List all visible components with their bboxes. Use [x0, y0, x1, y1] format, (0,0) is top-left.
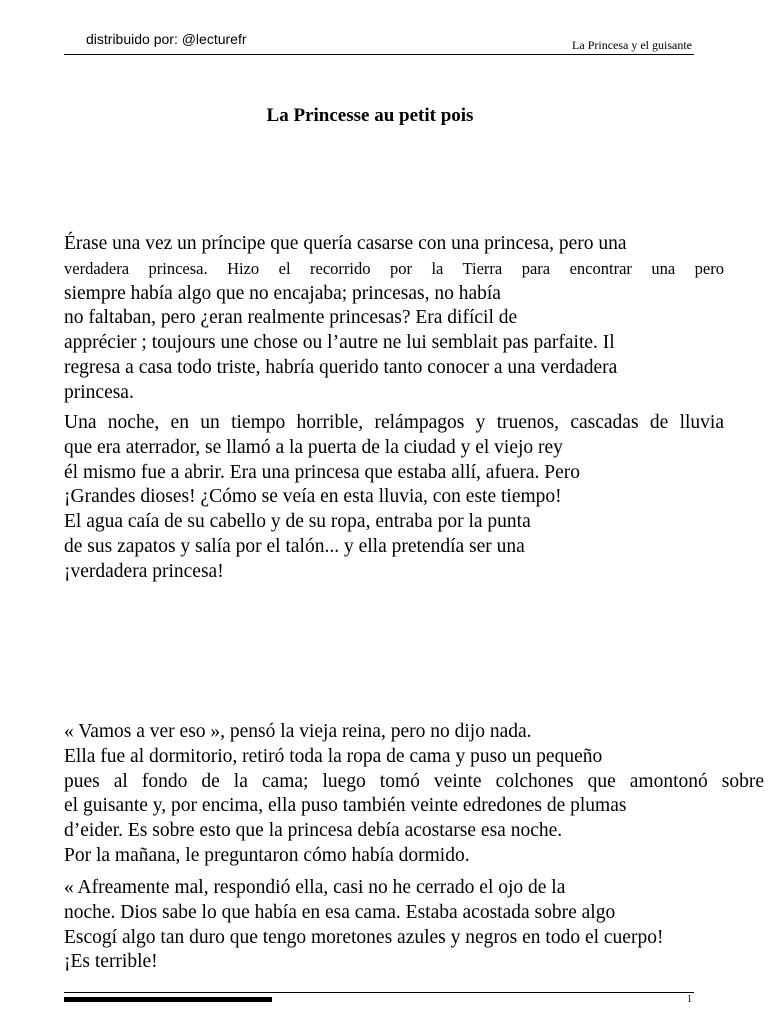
text-line: regresa a casa todo triste, habría querido tanto conocer a una verdadera: [64, 356, 618, 378]
text-line: siempre había algo que no encajaba; princesas, no había: [64, 282, 501, 304]
page-number: 1: [687, 994, 692, 1005]
text-line: el guisante y, por encima, ella puso también veinte edredones de plumas: [64, 795, 627, 817]
text-line: de sus zapatos y salía por el talón... y ella pretendía ser una: [64, 535, 525, 557]
text-line: pues al fondo de la cama; luego tomó veinte colchones que amontonó sobre: [64, 770, 764, 792]
paragraph-4: [64, 876, 768, 975]
text-line: apprécier ; toujours une chose ou l’autre ne lui semblait pas parfaite. Il: [64, 332, 615, 354]
text-line: él mismo fue a abrir. Era una princesa que estaba allí, afuera. Pero: [64, 461, 580, 483]
paragraph-3: [64, 720, 768, 869]
text-line: El agua caía de su cabello y de su ropa, entraba por la punta: [64, 511, 531, 533]
text-line: verdadera princesa. Hizo el recorrido por la Tierra para encontrar una pero: [64, 258, 724, 278]
text-line: Escogí algo tan duro que tengo moretones azules y negros en todo el cuerpo!: [64, 926, 664, 948]
footer-rule: [64, 992, 694, 993]
text-line: « Vamos a ver eso », pensó la vieja reina, pero no dijo nada.: [64, 721, 532, 742]
text-line: Ella fue al dormitorio, retiró toda la ropa de cama y puso un pequeño: [64, 745, 603, 767]
text-line: d’eider. Es sobre esto que la princesa debía acostarse esa noche.: [64, 820, 563, 842]
text-line: ¡Es terrible!: [64, 951, 158, 973]
header-rule: [64, 54, 694, 55]
text-line: princesa.: [64, 381, 134, 403]
paragraph-1: [64, 232, 768, 406]
text-line: que era aterrador, se llamó a la puerta de la ciudad y el viejo rey: [64, 436, 563, 458]
text-line: « Afreamente mal, respondió ella, casi no he cerrado el ojo de la: [64, 877, 566, 898]
footer-redaction-bar: [64, 997, 272, 1002]
header-running-title: La Princesa y el guisante: [572, 38, 692, 52]
header-distribution-credit: distribuido por: @lecturefr: [86, 31, 247, 47]
text-line: Érase una vez un príncipe que quería casarse con una princesa, pero una: [64, 233, 627, 254]
text-line: Por la mañana, le preguntaron cómo había dormido.: [64, 844, 470, 866]
page-title: La Princesse au petit pois: [266, 105, 474, 126]
text-line: Una noche, en un tiempo horrible, relámpagos y truenos, cascadas de lluvia: [64, 412, 724, 433]
text-line: noche. Dios sabe lo que había en esa cama. Estaba acostada sobre algo: [64, 901, 616, 923]
text-line: no faltaban, pero ¿eran realmente princesas? Era difícil de: [64, 307, 518, 329]
text-line: ¡Grandes dioses! ¿Cómo se veía en esta lluvia, con este tiempo!: [64, 486, 562, 508]
paragraph-2: [64, 411, 768, 585]
text-line: ¡verdadera princesa!: [64, 560, 224, 582]
